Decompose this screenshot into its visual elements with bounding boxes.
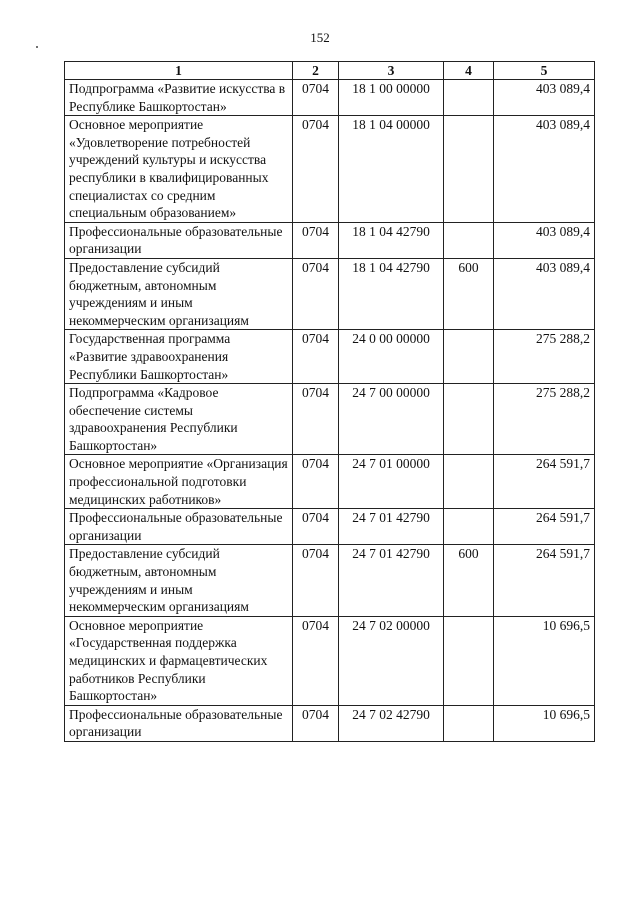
header-col-4: 4: [444, 62, 494, 80]
row-amount: 264 591,7: [494, 455, 595, 509]
row-section: 0704: [293, 455, 339, 509]
row-kind: [444, 509, 494, 545]
row-name: Подпрограмма «Кадровое обеспечение системы здравоохранения Республики Башкортостан»: [65, 384, 293, 455]
row-section: 0704: [293, 616, 339, 705]
row-name: Предоставление субсидий бюджетным, автономным учреждениям и иным некоммерческим организациям: [65, 258, 293, 329]
row-code: 24 7 01 42790: [339, 509, 444, 545]
table-row: [65, 616, 595, 705]
row-name: Основное мероприятие «Государственная поддержка медицинских и фармацевтических работников Республики Башкортостан»: [65, 616, 293, 705]
row-amount: 10 696,5: [494, 616, 595, 705]
header-row: [65, 62, 595, 80]
row-amount: 403 089,4: [494, 116, 595, 223]
row-amount: 275 288,2: [494, 384, 595, 455]
row-kind: [444, 330, 494, 384]
row-name: Основное мероприятие «Удовлетворение потребностей учреждений культуры и искусства республики в квалифицированных специалистах со средним специальным образованием»: [65, 116, 293, 223]
table-row: [65, 509, 595, 545]
row-kind: 600: [444, 258, 494, 329]
header-col-1: 1: [65, 62, 293, 80]
row-name: Подпрограмма «Развитие искусства в Республике Башкортостан»: [65, 80, 293, 116]
row-name: Профессиональные образовательные организации: [65, 705, 293, 741]
row-section: 0704: [293, 80, 339, 116]
row-code: 24 7 00 00000: [339, 384, 444, 455]
table-row: [65, 222, 595, 258]
row-name: Основное мероприятие «Организация профессиональной подготовки медицинских работников»: [65, 455, 293, 509]
row-section: 0704: [293, 222, 339, 258]
row-code: 18 1 04 00000: [339, 116, 444, 223]
header-col-5: 5: [494, 62, 595, 80]
row-kind: [444, 222, 494, 258]
row-section: 0704: [293, 705, 339, 741]
row-amount: 264 591,7: [494, 545, 595, 616]
row-amount: 403 089,4: [494, 258, 595, 329]
row-name: Профессиональные образовательные организации: [65, 222, 293, 258]
row-kind: [444, 80, 494, 116]
row-section: 0704: [293, 509, 339, 545]
page-number: 152: [310, 30, 330, 45]
row-code: 24 0 00 00000: [339, 330, 444, 384]
row-amount: 10 696,5: [494, 705, 595, 741]
row-code: 18 1 04 42790: [339, 222, 444, 258]
row-kind: [444, 616, 494, 705]
table-row: [65, 705, 595, 741]
table-row: [65, 258, 595, 329]
row-code: 24 7 01 00000: [339, 455, 444, 509]
row-name: Государственная программа «Развитие здравоохранения Республики Башкортостан»: [65, 330, 293, 384]
row-code: 24 7 02 00000: [339, 616, 444, 705]
scan-speck: [36, 46, 38, 48]
row-kind: [444, 384, 494, 455]
table-row: [65, 455, 595, 509]
table-row: [65, 80, 595, 116]
row-code: 24 7 01 42790: [339, 545, 444, 616]
row-section: 0704: [293, 384, 339, 455]
row-kind: [444, 705, 494, 741]
row-name: Предоставление субсидий бюджетным, автономным учреждениям и иным некоммерческим организациям: [65, 545, 293, 616]
row-amount: 275 288,2: [494, 330, 595, 384]
row-kind: [444, 455, 494, 509]
row-section: 0704: [293, 330, 339, 384]
row-code: 18 1 00 00000: [339, 80, 444, 116]
row-kind: 600: [444, 545, 494, 616]
table-header: [65, 62, 595, 80]
table-row: [65, 116, 595, 223]
table-row: [65, 545, 595, 616]
row-section: 0704: [293, 545, 339, 616]
row-kind: [444, 116, 494, 223]
row-amount: 403 089,4: [494, 80, 595, 116]
row-code: 18 1 04 42790: [339, 258, 444, 329]
row-amount: 264 591,7: [494, 509, 595, 545]
table-row: [65, 330, 595, 384]
row-name: Профессиональные образовательные организации: [65, 509, 293, 545]
table-row: [65, 384, 595, 455]
row-section: 0704: [293, 116, 339, 223]
row-amount: 403 089,4: [494, 222, 595, 258]
row-code: 24 7 02 42790: [339, 705, 444, 741]
header-col-2: 2: [293, 62, 339, 80]
row-section: 0704: [293, 258, 339, 329]
budget-table: [64, 61, 595, 742]
header-col-3: 3: [339, 62, 444, 80]
